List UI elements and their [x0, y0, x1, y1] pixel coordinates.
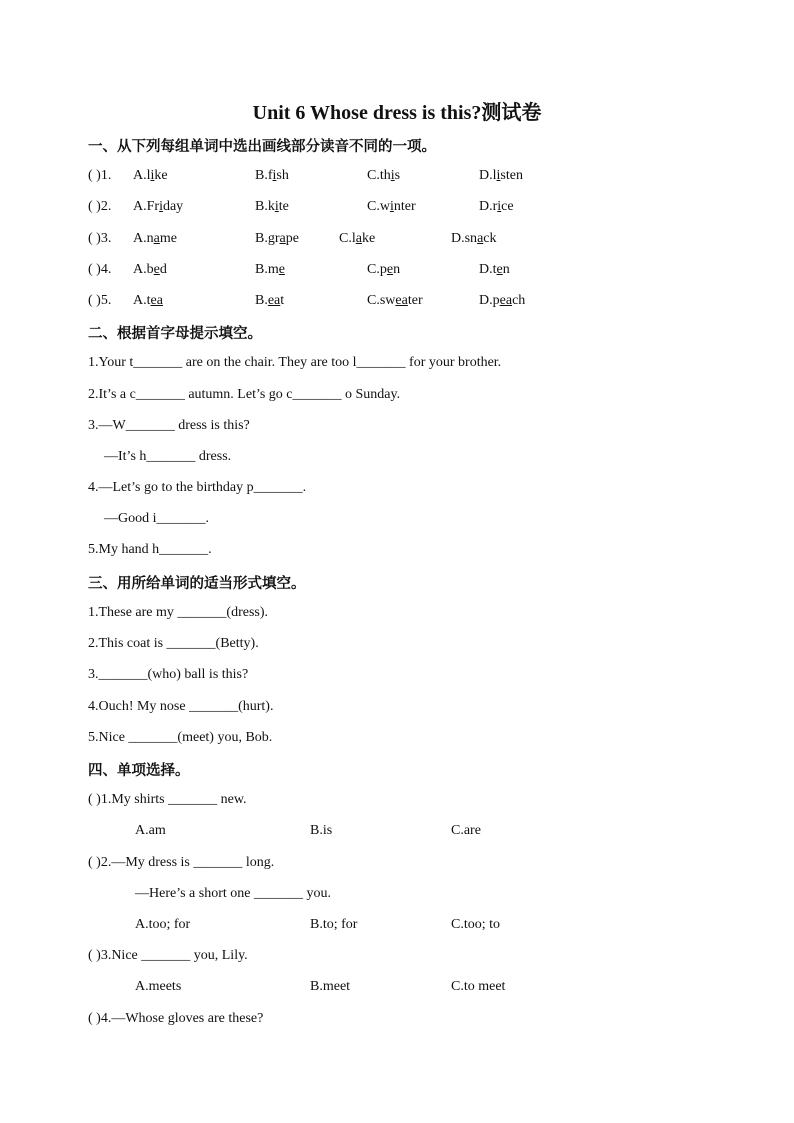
s4-q1: ( )1.My shirts _______ new. — [88, 792, 247, 807]
s4-q1-opt-b: B.is — [310, 823, 333, 838]
s1-opt-b: B.kite — [255, 199, 289, 214]
s4-q3: ( )3.Nice _______ you, Lily. — [88, 948, 248, 963]
section4-heading: 四、单项选择。 — [88, 763, 190, 779]
s1-opt-a: A.Friday — [133, 199, 184, 214]
s1-opt-d: D.listen — [479, 168, 523, 183]
s1-opt-b: B.grape — [255, 231, 299, 246]
section1-heading: 一、从下列每组单词中选出画线部分读音不同的一项。 — [88, 139, 436, 155]
s1-opt-c: C.this — [367, 168, 401, 183]
s2-line-4: —It’s h_______ dress. — [104, 449, 232, 464]
s1-opt-d: D.ten — [479, 262, 510, 277]
s2-line-3: 3.—W_______ dress is this? — [88, 418, 250, 433]
s2-line-1: 1.Your t_______ are on the chair. They are too l_______ for your brother. — [88, 355, 502, 370]
s4-q3-opt-b: B.meet — [310, 979, 351, 994]
s4-q2-line2: —Here’s a short one _______ you. — [135, 886, 331, 901]
s4-q2: ( )2.—My dress is _______ long. — [88, 855, 275, 870]
s3-line-3: 3._______(who) ball is this? — [88, 667, 249, 682]
s4-q1-opt-a: A.am — [135, 823, 166, 838]
s3-line-1: 1.These are my _______(dress). — [88, 605, 269, 620]
s4-q2-opt-b: B.to; for — [310, 917, 358, 932]
s2-line-5: 4.—Let’s go to the birthday p_______. — [88, 480, 307, 495]
s1-opt-c: C.winter — [367, 199, 416, 214]
s2-line-6: —Good i_______. — [104, 511, 209, 526]
s1-opt-c: C.pen — [367, 262, 401, 277]
s1-opt-b: B.me — [255, 262, 285, 277]
section2-heading: 二、根据首字母提示填空。 — [88, 326, 262, 342]
s1-opt-b: B.fish — [255, 168, 289, 183]
s2-line-2: 2.It’s a c_______ autumn. Let’s go c_______ o Sunday. — [88, 387, 401, 402]
worksheet-title: Unit 6 Whose dress is this?测试卷 — [252, 102, 542, 124]
s4-q2-opt-a: A.too; for — [135, 917, 191, 932]
s2-line-7: 5.My hand h_______. — [88, 542, 212, 557]
s1-opt-d: D.snack — [451, 231, 497, 246]
s3-line-2: 2.This coat is _______(Betty). — [88, 636, 259, 651]
s4-q1-opt-c: C.are — [451, 823, 481, 838]
s4-q2-opt-c: C.too; to — [451, 917, 501, 932]
s1-q: ( )1. — [88, 168, 112, 183]
s1-opt-b: B.eat — [255, 293, 285, 308]
section3-heading: 三、用所给单词的适当形式填空。 — [88, 576, 306, 592]
s1-q: ( )4. — [88, 262, 112, 277]
s3-line-5: 5.Nice _______(meet) you, Bob. — [88, 730, 273, 745]
s1-q: ( )5. — [88, 293, 112, 308]
s1-opt-a: A.tea — [133, 293, 163, 308]
s1-opt-d: D.rice — [479, 199, 514, 214]
s4-q3-opt-c: C.to meet — [451, 979, 506, 994]
s1-q: ( )2. — [88, 199, 112, 214]
s4-q3-opt-a: A.meets — [135, 979, 182, 994]
s1-opt-c: C.sweater — [367, 293, 423, 308]
s1-opt-a: A.like — [133, 168, 168, 183]
s1-opt-a: A.name — [133, 231, 177, 246]
s1-opt-c: C.lake — [339, 231, 376, 246]
s4-q4: ( )4.—Whose gloves are these? — [88, 1011, 264, 1026]
s3-line-4: 4.Ouch! My nose _______(hurt). — [88, 699, 274, 714]
s1-q: ( )3. — [88, 231, 112, 246]
s1-opt-a: A.bed — [133, 262, 167, 277]
s1-opt-d: D.peach — [479, 293, 526, 308]
